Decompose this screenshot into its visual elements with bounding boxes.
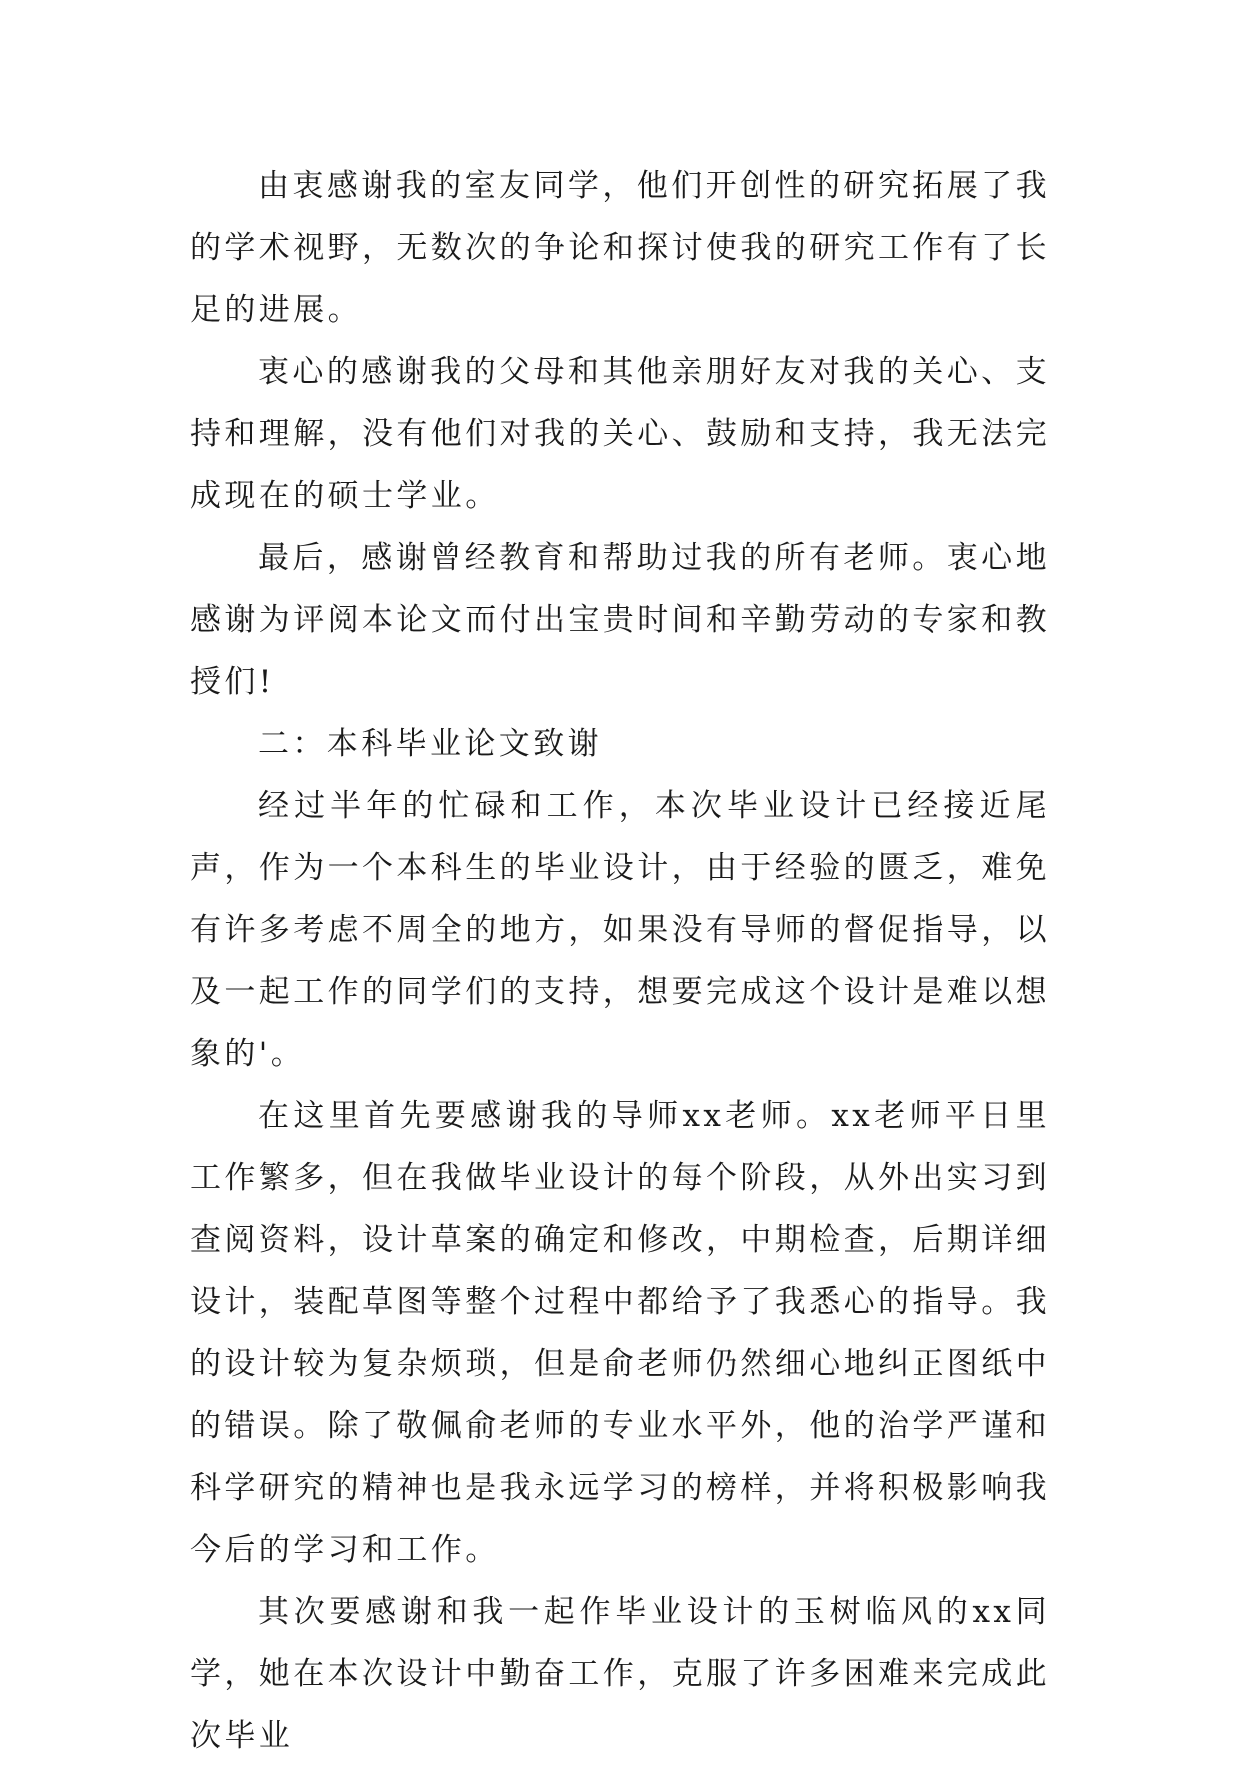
paragraph-classmate-thanks: 其次要感谢和我一起作毕业设计的玉树临风的xx同学，她在本次设计中勤奋工作，克服了许多困难来完成此次毕业 — [190, 1594, 1050, 1754]
document-body — [190, 155, 1050, 1767]
section-heading: 二：本科毕业论文致谢 — [258, 726, 602, 762]
paragraph-advisor-thanks: 在这里首先要感谢我的导师xx老师。xx老师平日里工作繁多，但在我做毕业设计的每个阶段，从外出实习到查阅资料，设计草案的确定和修改，中期检查，后期详细设计，装配草图等整个过程中都给予了我悉心的指导。我的设计较为复杂烦琐，但是俞老师仍然细心地纠正图纸中的错误。除了敬佩俞老师的专业水平外，他的治学严谨和科学研究的精神也是我永远学习的榜样，并将积极影响我今后的学习和工作。 — [190, 1098, 1050, 1568]
paragraph-roommate-thanks: 由衷感谢我的室友同学，他们开创性的研究拓展了我的学术视野，无数次的争论和探讨使我的研究工作有了长足的进展。 — [190, 168, 1050, 328]
paragraph-family-thanks: 衷心的感谢我的父母和其他亲朋好友对我的关心、支持和理解，没有他们对我的关心、鼓励和支持，我无法完成现在的硕士学业。 — [190, 354, 1050, 514]
paragraph-teachers-thanks: 最后，感谢曾经教育和帮助过我的所有老师。衷心地感谢为评阅本论文而付出宝贵时间和辛勤劳动的专家和教授们! — [190, 540, 1050, 700]
paragraph-project-intro: 经过半年的忙碌和工作，本次毕业设计已经接近尾声，作为一个本科生的毕业设计，由于经验的匮乏，难免有许多考虑不周全的地方，如果没有导师的督促指导，以及一起工作的同学们的支持，想要完成这个设计是难以想象的'。 — [190, 788, 1050, 1072]
